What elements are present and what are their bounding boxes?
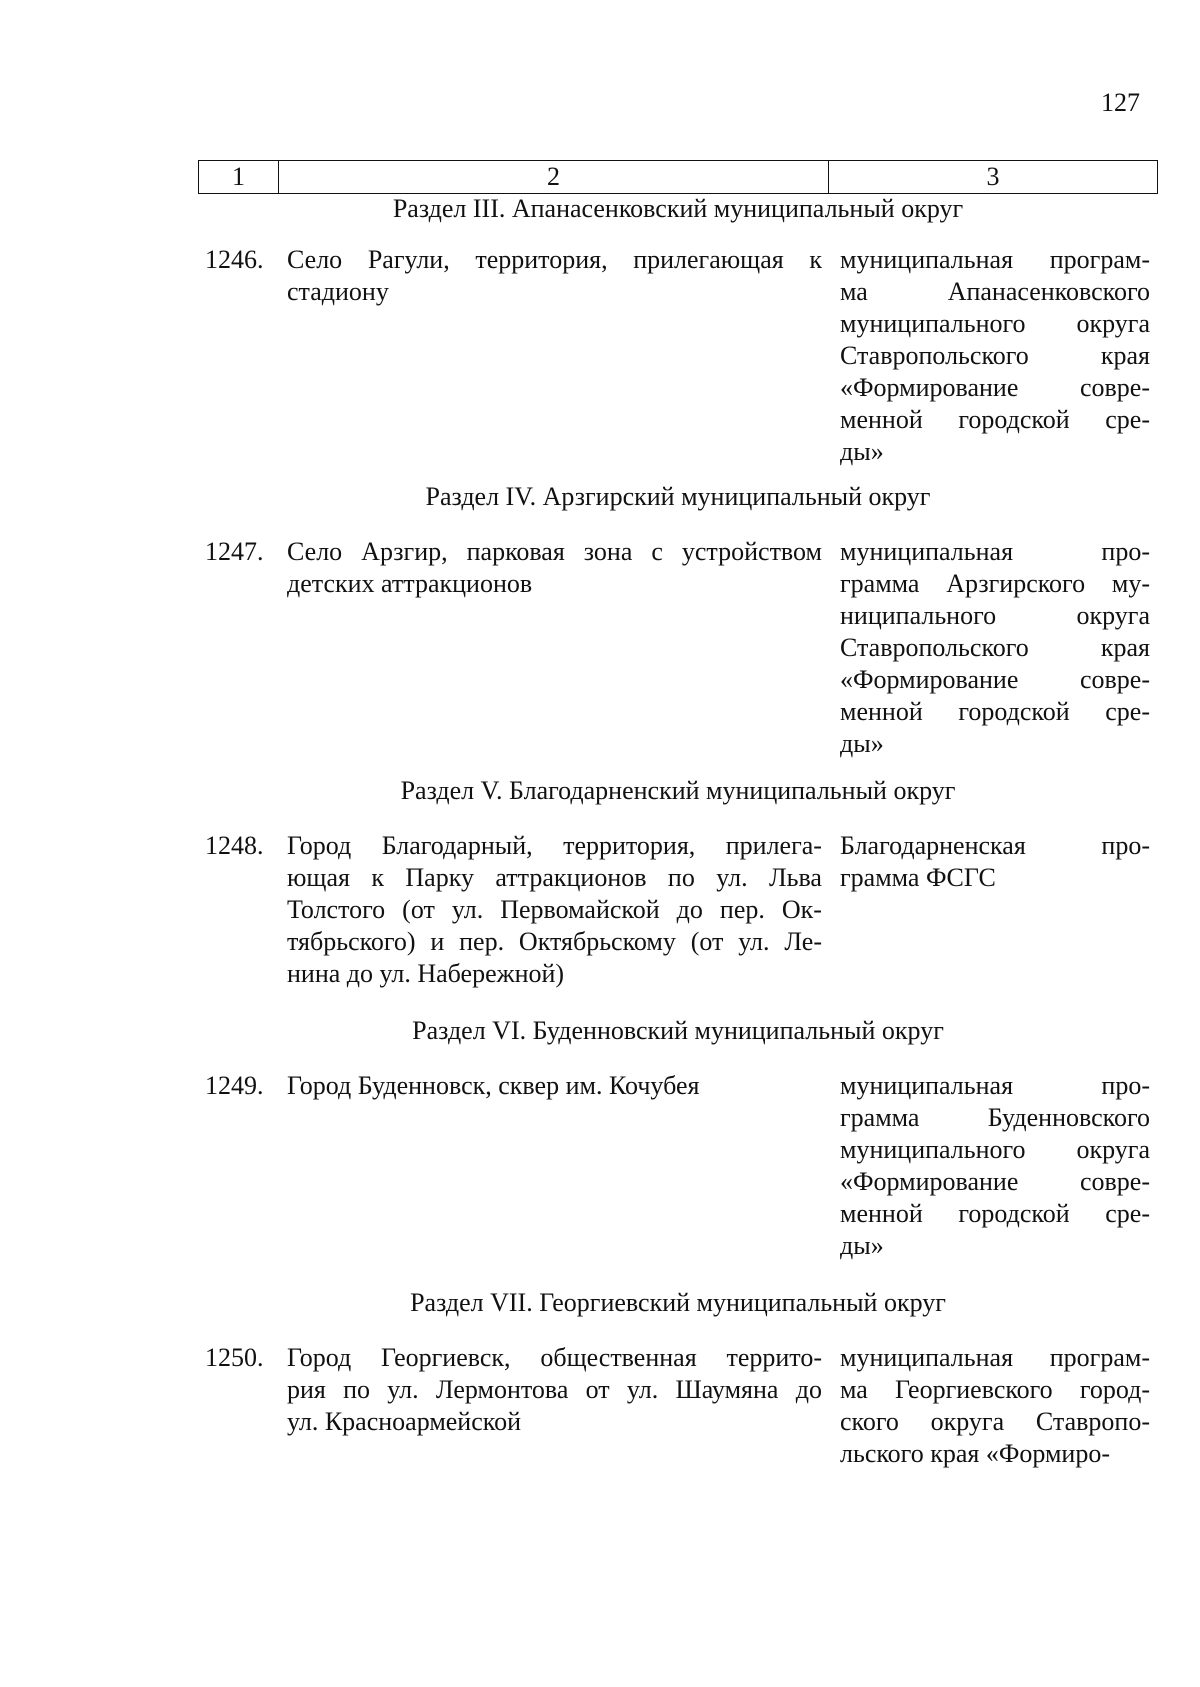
section-title: Раздел VI. Буденновский муниципальный округ [412, 1016, 944, 1045]
entry-place-line: ющая к Парку аттракционов по ул. Льва [287, 863, 822, 892]
entry-place-line: Город Буденновск, сквер им. Кочубея [287, 1071, 700, 1100]
entry-program-line: ма Георгиевского город- [840, 1375, 1150, 1404]
entry-place [287, 1342, 822, 1438]
entry-program-line: муниципальная програм- [840, 1343, 1150, 1372]
entry-number: 1248. [205, 831, 264, 860]
table-header-col-3: 3 [986, 162, 1000, 191]
entry-program [840, 1342, 1150, 1470]
entry-program-line: льского края «Формиро- [840, 1439, 1111, 1468]
entry-place [287, 536, 822, 600]
entry-program-line: «Формирование совре- [840, 373, 1150, 402]
entry-place [287, 830, 822, 990]
entry-place-line: Город Благодарный, территория, прилега- [287, 831, 822, 860]
entry-place-line: Толстого (от ул. Первомайской до пер. Ок- [287, 895, 822, 924]
entry-place-line: ул. Красноармейской [287, 1407, 521, 1436]
entry-number: 1249. [205, 1071, 264, 1100]
entry-program-line: муниципального округа [840, 1135, 1150, 1164]
entry-program-line: менной городской сре- [840, 697, 1150, 726]
entry-program-line: муниципальная про- [840, 1071, 1150, 1100]
entry-program-line: грамма Арзгирского му- [840, 569, 1150, 598]
entry-number: 1247. [205, 537, 264, 566]
entry-program-line: ды» [840, 437, 884, 466]
entry-place-line: тябрьского) и пер. Октябрьскому (от ул. Ле- [287, 927, 822, 956]
entry-program-line: грамма Буденновского [840, 1103, 1150, 1132]
entry-program-line: «Формирование совре- [840, 1167, 1150, 1196]
entry-place-line: стадиону [287, 277, 389, 306]
entry-program-line: ма Апанасенковского [840, 277, 1150, 306]
entry-place-line: Село Рагули, территория, прилегающая к [287, 245, 822, 274]
entry-program-line: муниципальная про- [840, 537, 1150, 566]
entry-place [287, 244, 822, 308]
entry-program-line: муниципальная програм- [840, 245, 1150, 274]
entry-program-line: ского округа Ставропо- [840, 1407, 1150, 1436]
entry-program-line: «Формирование совре- [840, 665, 1150, 694]
page-number: 127 [1101, 88, 1140, 117]
table-header-col-2: 2 [279, 161, 829, 193]
entry-program [840, 536, 1150, 760]
entry-place-line: нина до ул. Набережной) [287, 959, 565, 988]
section-title: Раздел IV. Арзгирский муниципальный округ [425, 482, 931, 511]
entry-program [840, 830, 1150, 894]
section-title: Раздел VII. Георгиевский муниципальный округ [410, 1288, 946, 1317]
entry-program-line: Ставропольского края [840, 633, 1150, 662]
entry-place-line: рия по ул. Лермонтова от ул. Шаумяна до [287, 1375, 822, 1404]
entry-program-line: менной городской сре- [840, 1199, 1150, 1228]
section-title: Раздел III. Апанасенковский муниципальный округ [392, 194, 964, 223]
table-header-row [198, 160, 1158, 194]
entry-program-line: Ставропольского края [840, 341, 1150, 370]
entry-program-line: муниципального округа [840, 309, 1150, 338]
entry-program-line: менной городской сре- [840, 405, 1150, 434]
entry-place-line: детских аттракционов [287, 569, 533, 598]
section-title: Раздел V. Благодарненский муниципальный округ [400, 776, 956, 805]
entry-program-line: грамма ФСГС [840, 863, 996, 892]
entry-place-line: Город Георгиевск, общественная террито- [287, 1343, 822, 1372]
entry-number: 1246. [205, 245, 264, 274]
entry-place [287, 1070, 822, 1102]
entry-program-line: Благодарненская про- [840, 831, 1150, 860]
entry-program-line: ниципального округа [840, 601, 1150, 630]
table-header-col-1: 1 [199, 161, 279, 193]
entry-program [840, 1070, 1150, 1262]
entry-place-line: Село Арзгир, парковая зона с устройством [287, 537, 822, 566]
entry-program [840, 244, 1150, 468]
entry-program-line: ды» [840, 1231, 884, 1260]
entry-number: 1250. [205, 1343, 264, 1372]
entry-program-line: ды» [840, 729, 884, 758]
